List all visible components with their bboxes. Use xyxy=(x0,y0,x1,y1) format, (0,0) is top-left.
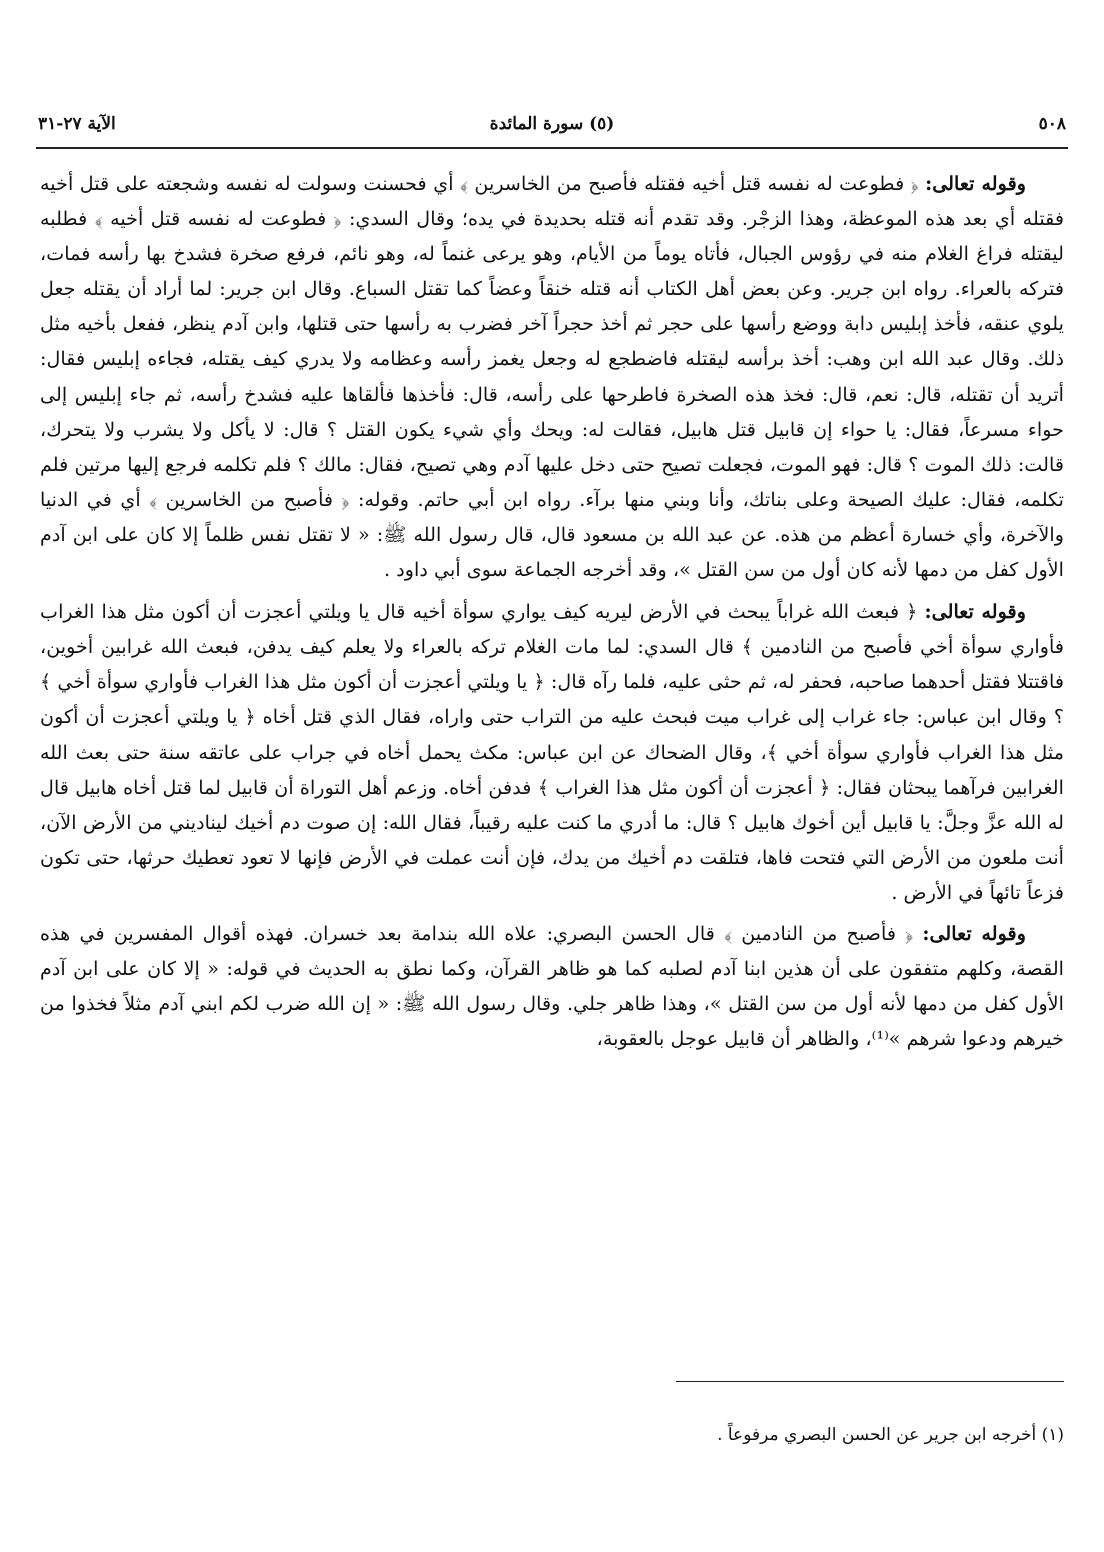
page-number: ٥٠٨ xyxy=(1038,114,1066,134)
footnote: (١) أخرجه ابن جرير عن الحسن البصري مرفوعاً . xyxy=(717,1425,1064,1445)
paragraph-lead: وقوله تعالى: xyxy=(924,600,1026,624)
paragraph-text: ﴿ فطوعت له نفسه قتل أخيه فقتله فأصبح من الخاسرين ﴾ أي فحسنت وسولت له نفسه وشجعته على قتل أخيه فقتله أي بعد هذه الموعظة، وهذا الزجْر. وقد تقدم أنه قتله بحديدة في يده؛ وقال السدي: ﴿ فطوعت له نفسه قتل أخيه ﴾ فطلبه ليقتله فراغ الغلام منه في رؤوس الجبال، فأتاه يوماً من الأيام، وهو يرعى غنماً له، وهو نائم، فرفع صخرة فشدخ بها رأسه فمات، فتركه بالعراء. رواه ابن جرير. وعن بعض أهل الكتاب أنه قتله خنقاً وعضاً كما تقتل السباع. وقال ابن جرير: لما أراد أن يقتله جعل يلوي عنقه، فأخذ إبليس دابة ووضع رأسها على حجر ثم أخذ حجراً آخر فضرب به رأسها حتى قتلها، وابن آدم ينظر، ففعل بأخيه مثل ذلك. وقال عبد الله ابن وهب: أخذ برأسه ليقتله فاضطجع له وجعل يغمز رأسه وعظامه ولا يدري كيف يقتله، فجاءه إبليس فقال: أتريد أن تقتله، قال: نعم، قال: فخذ هذه الصخرة فاطرحها على رأسه، قال: فأخذها فألقاها عليه فشدخ رأسه، ثم جاء إبليس إلى حواء مسرعاً، فقال: يا حواء إن قابيل قتل هابيل، فقالت له: ويحك وأي شيء يكون القتل ؟ قال: لا يأكل ولا يشرب ولا يتحرك، قالت: ذلك الموت ؟ قال: فهو الموت، فجعلت تصيح حتى دخل عليها آدم وهي تصيح، فقال: مالك ؟ فلم تكلمه فرجع إليها مرتين فلم تكلمه، فقال: عليك الصيحة وعلى بناتك، وأنا وبني منها برآء. رواه ابن أبي حاتم. وقوله: ﴿ فأصبح من الخاسرين ﴾ أي في الدنيا والآخرة، وأي خسارة أعظم من هذه. عن عبد الله بن مسعود قال، قال رسول الله ﷺ: « لا تقتل نفس ظلماً إلا كان على ابن آدم الأول كفل من دمها لأنه كان أول من سن القتل »، وقد أخرجه الجماعة سوى أبي داود . xyxy=(40,172,1064,582)
commentary-body xyxy=(40,166,1064,1056)
page-header xyxy=(38,106,1066,142)
paragraph-lead: وقوله تعالى: xyxy=(922,921,1026,945)
paragraph xyxy=(40,594,1064,910)
paragraph xyxy=(40,166,1064,587)
footnote-divider xyxy=(676,1381,1064,1382)
paragraph xyxy=(40,916,1064,1056)
surah-title: (٥) سورة المائدة xyxy=(489,114,615,134)
paragraph-text: ﴿ فبعث الله غراباً يبحث في الأرض ليريه كيف يواري سوأة أخيه قال يا ويلتي أعجزت أن أكون مثل هذا الغراب فأواري سوأة أخي فأصبح من النادمين ﴾ قال السدي: لما مات الغلام تركه بالعراء ولا يعلم كيف يدفن، فبعث الله غرابين أخوين، فاقتتلا فقتل أحدهما صاحبه، فحفر له، ثم حثى عليه، فلما رآه قال: ﴿ يا ويلتي أعجزت أن أكون مثل هذا الغراب فأواري سوأة أخي ﴾ ؟ وقال ابن عباس: جاء غراب إلى غراب ميت فبحث عليه من التراب حتى واراه، فقال الذي قتل أخاه ﴿ يا ويلتي أعجزت أن أكون مثل هذا الغراب فأواري سوأة أخي ﴾، وقال الضحاك عن ابن عباس: مكث يحمل أخاه في جراب على عاتقه سنة حتى بعث الله الغرابين فرآهما يبحثان فقال: ﴿ أعجزت أن أكون مثل هذا الغراب ﴾ فدفن أخاه. وزعم أهل التوراة أن قابيل لما قتل أخاه هابيل قال له الله عزَّ وجلَّ: يا قابيل أين أخوك هابيل ؟ قال: ما أدري ما كنت عليه رقيباً، فقال الله: إن صوت دم أخيك ليناديني من الأرض الآن، أنت ملعون من الأرض التي فتحت فاها، فتلقت دم أخيك من يدك، فإن أنت عملت في الأرض فإنها لا تعود تعطيك حرثها، حتى تكون فزعاً تائهاً في الأرض . xyxy=(40,600,1064,904)
verse-range: الآية ٢٧-٣١ xyxy=(38,114,116,134)
paragraph-lead: وقوله تعالى: xyxy=(925,172,1027,195)
header-divider xyxy=(36,147,1068,149)
paragraph-text: ﴿ فأصبح من النادمين ﴾ قال الحسن البصري: علاه الله بندامة بعد خسران. فهذه أقوال المفسرين في هذه القصة، وكلهم متفقون على أن هذين ابنا آدم لصلبه كما هو ظاهر القرآن، وكما نطق به الحديث في قوله: « إلا كان على ابن آدم الأول كفل من دمها لأنه أول من سن القتل »، وهذا ظاهر جلي. وقال رسول الله ﷺ: « إن الله ضرب لكم ابني آدم مثلاً فخذوا من خيرهم ودعوا شرهم »⁽¹⁾، والظاهر أن قابيل عوجل بالعقوبة، xyxy=(40,921,1064,1051)
